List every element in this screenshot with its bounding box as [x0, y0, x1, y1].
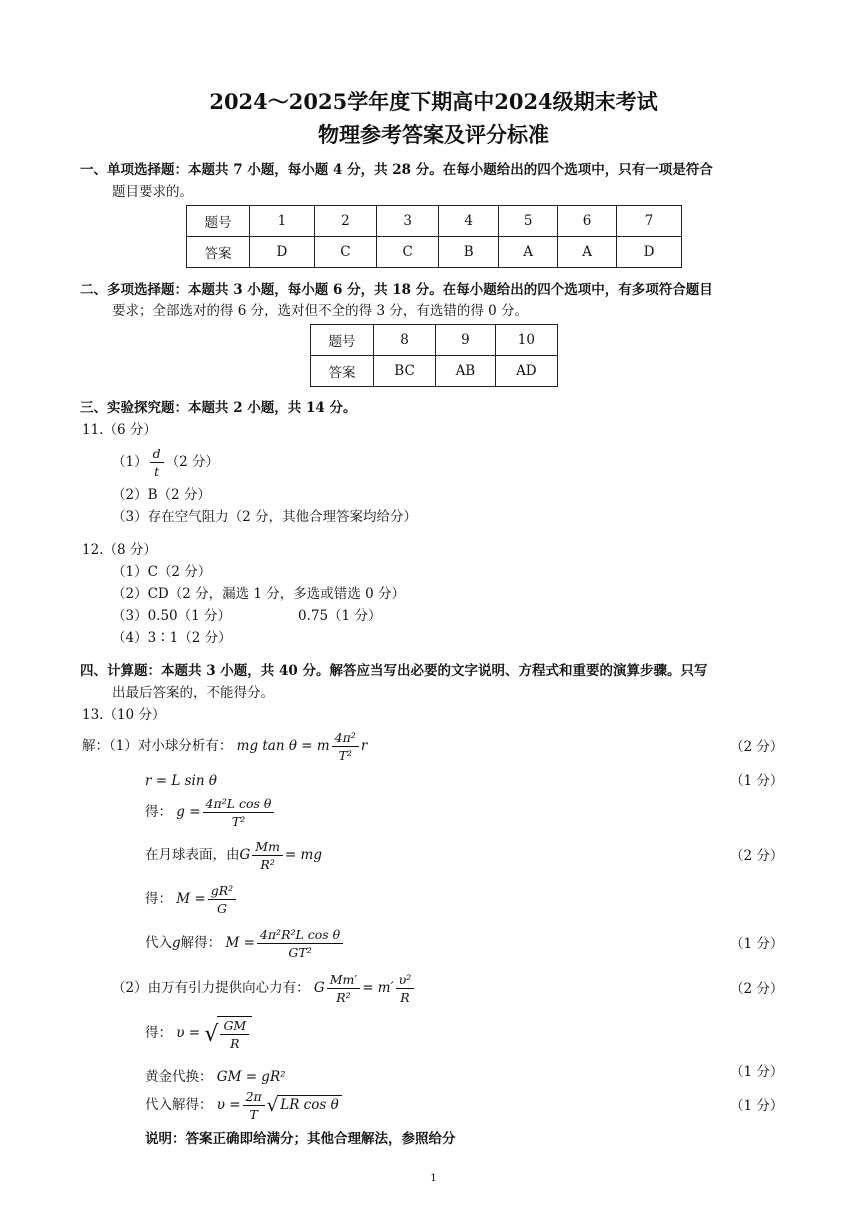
table-header-cell: 答案 — [187, 237, 250, 268]
fraction-numerator: 4π²L cos θ — [203, 796, 275, 813]
fraction-numerator: d — [150, 446, 164, 463]
fraction-denominator: G — [216, 901, 227, 916]
square-root — [267, 1095, 342, 1116]
table-cell: 5 — [499, 206, 558, 237]
section2-heading: 二、多项选择题：本题共 3 小题，每小题 6 分，共 18 分。在每小题给出的四个选项中，有多项符合题目 — [80, 282, 713, 298]
equation-part: r — [360, 738, 368, 754]
section4-heading-cont: 出最后答案的，不能得分。 — [112, 685, 274, 701]
equation-part: = m′ — [362, 980, 394, 996]
solution-text: （2）由万有引力提供向心力有： — [112, 980, 310, 996]
q11-answer-1 — [112, 446, 219, 479]
score-label: （1 分） — [730, 773, 784, 789]
equation-part: g — [172, 935, 181, 951]
fraction-numerator: 2π — [243, 1089, 265, 1106]
q13-heading: 13.（10 分） — [82, 707, 166, 723]
solution-line-3 — [145, 796, 276, 829]
table-cell: 3 — [377, 206, 439, 237]
q12-answer-3b: 0.75（1 分） — [298, 608, 382, 624]
table-cell: D — [617, 237, 682, 268]
exam-title: 2024～2025学年度下期高中2024级期末考试 — [209, 89, 658, 114]
equation-part: g = — [176, 804, 201, 820]
section2-answer-table — [310, 324, 558, 387]
fraction-numerator: υ² — [396, 972, 415, 989]
q11-heading: 11.（6 分） — [82, 422, 157, 438]
fraction-denominator: T² — [338, 748, 352, 763]
table-cell: C — [377, 237, 439, 268]
fraction — [203, 796, 275, 829]
radical-sign-icon: √ — [266, 1095, 279, 1116]
fraction-numerator: 4π²R²L cos θ — [257, 927, 343, 944]
q12-answer-4: （4）3∶1（2 分） — [112, 630, 232, 646]
table-cell: C — [314, 237, 376, 268]
table-cell: 2 — [314, 206, 376, 237]
section4-heading: 四、计算题：本题共 3 小题，共 40 分。解答应当写出必要的文字说明、方程式和重要的演算步骤。只写 — [80, 663, 708, 679]
solution-line-5 — [145, 883, 238, 916]
solution-text: 解得： — [180, 935, 222, 951]
score-label: （1 分） — [730, 1098, 784, 1114]
fraction — [208, 883, 236, 916]
q11-answer-2: （2）B（2 分） — [112, 487, 211, 503]
solution-text: 得： — [145, 804, 172, 820]
exam-subtitle: 物理参考答案及评分标准 — [318, 122, 549, 147]
page-number: 1 — [430, 1173, 437, 1184]
q12-heading: 12.（8 分） — [82, 542, 157, 558]
fraction-denominator: R — [400, 990, 410, 1005]
table-cell: 1 — [250, 206, 315, 237]
fraction — [396, 972, 415, 1005]
section1-heading: 一、单项选择题：本题共 7 小题，每小题 4 分，共 28 分。在每小题给出的四个选项中，只有一项是符合 — [80, 162, 713, 178]
table-cell: 9 — [436, 325, 496, 356]
q11-answer-1-score: （2 分） — [165, 454, 219, 470]
fraction — [150, 446, 164, 479]
fraction-denominator: R² — [260, 857, 275, 872]
score-label: （1 分） — [730, 1064, 784, 1080]
score-label: （2 分） — [730, 981, 784, 997]
table-header-cell: 题号 — [311, 325, 374, 356]
fraction-numerator: 4π² — [332, 730, 359, 747]
table-cell: AD — [495, 356, 557, 387]
score-label: （2 分） — [730, 739, 784, 755]
equation-part: υ = — [176, 1025, 201, 1041]
table-cell: AB — [436, 356, 496, 387]
radicand: LR cos θ — [277, 1095, 341, 1113]
solution-line-1 — [82, 730, 367, 763]
radical-sign-icon: √ — [204, 1022, 219, 1047]
table-cell: D — [250, 237, 315, 268]
fraction — [257, 927, 343, 960]
equation-part: mg tan θ = m — [236, 738, 330, 754]
solution-text: 黄金代换： — [145, 1069, 213, 1085]
q11-answer-3: （3）存在空气阻力（2 分，其他合理答案均给分） — [112, 509, 417, 525]
fraction-denominator: t — [154, 464, 160, 479]
score-label: （1 分） — [730, 936, 784, 952]
solution-text: 代入 — [145, 935, 172, 951]
solution-text: 解：（1）对小球分析有： — [82, 738, 233, 754]
radicand — [217, 1016, 252, 1051]
fraction-denominator: R — [230, 1036, 240, 1051]
table-cell: 8 — [374, 325, 436, 356]
score-label: （2 分） — [730, 848, 784, 864]
equation-part: υ = — [216, 1097, 241, 1113]
table-cell: A — [499, 237, 558, 268]
solution-line-2: r = L sin θ — [145, 773, 217, 789]
fraction-numerator: gR² — [208, 883, 236, 900]
fraction-numerator: GM — [220, 1018, 249, 1035]
solution-text: 在月球表面，由 — [145, 847, 240, 863]
q11-answer-1-prefix: （1） — [112, 454, 148, 470]
fraction — [252, 839, 283, 872]
table-row — [311, 356, 558, 387]
q12-answer-1: （1）C（2 分） — [112, 564, 212, 580]
table-cell: B — [439, 237, 499, 268]
fraction-denominator: T² — [231, 814, 246, 829]
fraction — [332, 730, 359, 763]
equation-part: GM = gR² — [216, 1069, 286, 1085]
solution-line-7 — [112, 972, 416, 1005]
fraction — [327, 972, 361, 1005]
table-row — [187, 237, 682, 268]
fraction — [243, 1089, 265, 1122]
equation-part: G — [239, 847, 251, 863]
fraction-numerator: Mm′ — [327, 972, 361, 989]
table-cell: 6 — [558, 206, 617, 237]
fraction-denominator: GT² — [288, 945, 312, 960]
q12-answer-3a: （3）0.50（1 分） — [112, 608, 232, 624]
section3-heading: 三、实验探究题：本题共 2 小题，共 14 分。 — [80, 400, 357, 416]
equation-part: M = — [225, 935, 255, 951]
fraction — [220, 1018, 249, 1051]
equation-part: M = — [176, 891, 206, 907]
section2-heading-cont: 要求；全部选对的得 6 分，选对但不全的得 3 分，有选错的得 0 分。 — [112, 303, 529, 319]
fraction-numerator: Mm — [252, 839, 283, 856]
fraction-denominator: R² — [336, 990, 351, 1005]
table-cell: BC — [374, 356, 436, 387]
solution-line-8 — [145, 1016, 252, 1051]
solution-line-9 — [145, 1065, 286, 1085]
table-cell: 4 — [439, 206, 499, 237]
solution-text: 代入解得： — [145, 1097, 213, 1113]
solution-line-4 — [145, 839, 322, 872]
solution-line-6 — [145, 927, 345, 960]
solution-text: 得： — [145, 1025, 172, 1041]
section1-heading-cont: 题目要求的。 — [112, 184, 193, 200]
table-cell: A — [558, 237, 617, 268]
table-cell: 10 — [495, 325, 557, 356]
table-header-cell: 题号 — [187, 206, 250, 237]
table-row — [311, 325, 558, 356]
equation-part: G — [313, 980, 325, 996]
fraction-denominator: T — [249, 1107, 258, 1122]
q12-answer-2: （2）CD（2 分，漏选 1 分，多选或错选 0 分） — [112, 586, 405, 602]
table-cell: 7 — [617, 206, 682, 237]
table-header-cell: 答案 — [311, 356, 374, 387]
grading-note: 说明：答案正确即给满分；其他合理解法，参照给分 — [145, 1131, 456, 1147]
solution-line-10 — [145, 1089, 342, 1122]
solution-text: 得： — [145, 891, 172, 907]
section1-answer-table — [186, 205, 682, 268]
square-root — [204, 1016, 252, 1051]
equation-part: = mg — [284, 847, 322, 863]
table-row — [187, 206, 682, 237]
